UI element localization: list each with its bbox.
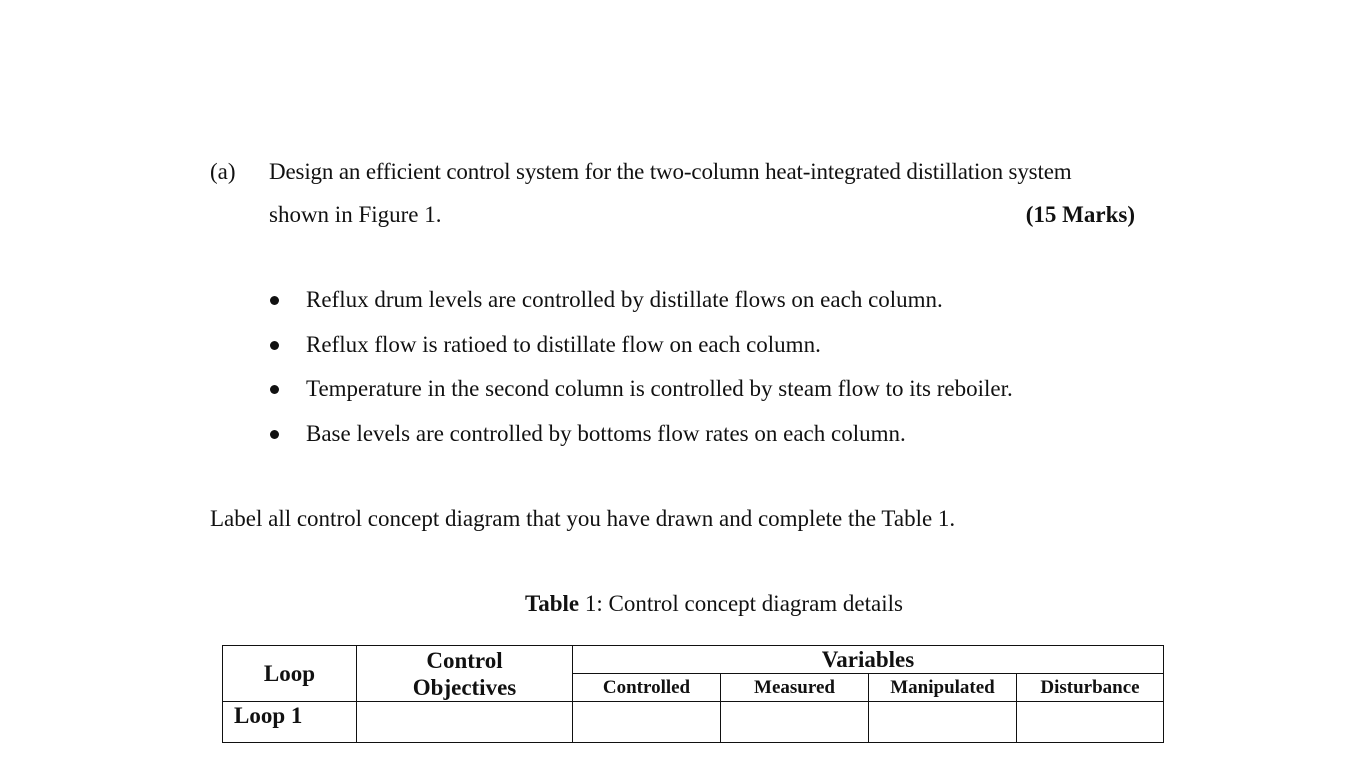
bullet-icon [270,341,279,350]
table-caption-rest: 1: Control concept diagram details [579,591,903,616]
measured-cell[interactable] [721,702,869,743]
table-caption-bold: Table [525,591,580,616]
list-item-text: Reflux drum levels are controlled by distillate flows on each column. [306,287,943,312]
question-marks: (15 Marks) [1025,202,1135,227]
table-row [223,702,1164,743]
question-text-line2: shown in Figure 1. [269,202,442,227]
requirements-list [268,286,1013,464]
loop-cell: Loop 1 [223,702,357,743]
header-variables: Variables [573,646,1164,674]
control-table-wrapper [222,645,1164,743]
objectives-cell[interactable] [357,702,573,743]
list-item-text: Reflux flow is ratioed to distillate flow on each column. [306,331,821,357]
header-manipulated: Manipulated [869,674,1017,702]
list-item [268,286,1013,331]
header-loop: Loop [223,646,357,702]
list-item-text: Base levels are controlled by bottoms flow rates on each column. [306,420,906,446]
header-disturbance: Disturbance [1017,674,1164,702]
question-text-line1: Design an efficient control system for the two-column heat-integrated distillation system [269,159,1072,184]
controlled-cell[interactable] [573,702,721,743]
question-text-line2-row [269,201,1135,229]
header-measured: Measured [721,674,869,702]
instruction-text: Label all control concept diagram that you have drawn and complete the Table 1. [210,506,956,531]
list-item-text: Temperature in the second column is controlled by steam flow to its reboiler. [306,376,1013,401]
list-item [268,331,1013,376]
list-item [268,375,1013,420]
table-caption [525,590,903,618]
header-controlled: Controlled [573,674,721,702]
control-table [222,645,1164,743]
header-control-objectives [357,646,573,702]
bullet-icon [270,430,279,439]
question-label: (a) [210,159,236,184]
manipulated-cell[interactable] [869,702,1017,743]
bullet-icon [270,385,279,394]
header-objectives-line1: Control [426,647,503,673]
header-objectives-line2: Objectives [412,674,517,700]
disturbance-cell[interactable] [1017,702,1164,743]
bullet-icon [270,296,279,305]
list-item [268,420,1013,465]
